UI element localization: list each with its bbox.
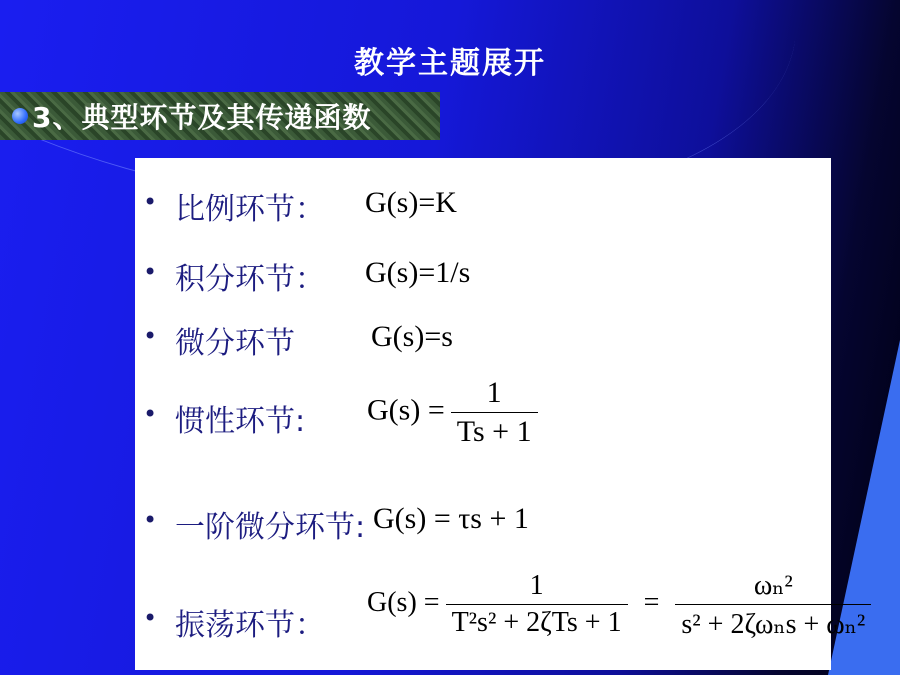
item-label: 振荡环节： xyxy=(175,608,325,643)
bullet: • xyxy=(143,188,158,216)
list-item-derivative xyxy=(135,310,831,370)
slide-title: 教学主题展开 xyxy=(354,46,546,81)
item-label: 惯性环节: xyxy=(175,404,306,439)
list-item-integral xyxy=(135,246,831,306)
bullet: • xyxy=(143,506,158,534)
item-label: 比例环节： xyxy=(175,192,325,227)
denominator-second: s² + 2ζωₙs + ωₙ² xyxy=(675,604,871,641)
item-formula: G(s) = τs + 1 xyxy=(373,502,529,535)
fraction xyxy=(451,376,538,449)
bullet: • xyxy=(143,322,158,350)
list-item-proportional xyxy=(135,176,831,236)
bullet: • xyxy=(143,258,158,286)
formula-lhs: G(s) = xyxy=(367,393,445,427)
bullet-dot-icon xyxy=(12,108,28,124)
fraction xyxy=(446,570,628,639)
list-item-oscillation xyxy=(135,566,866,666)
section-heading-bar xyxy=(0,92,440,140)
item-formula xyxy=(367,568,877,641)
item-formula: G(s)=1/s xyxy=(365,256,471,289)
bullet: • xyxy=(143,604,158,632)
denominator: T²s² + 2ζTs + 1 xyxy=(446,604,628,639)
item-formula: G(s)=s xyxy=(371,320,453,353)
item-label: 一阶微分环节: xyxy=(175,510,366,545)
item-label: 积分环节： xyxy=(175,262,325,297)
numerator-second: ωₙ² xyxy=(753,570,793,601)
bullet: • xyxy=(143,400,158,428)
list-item-inertia xyxy=(135,376,831,456)
numerator: 1 xyxy=(486,376,502,409)
list-item-first-order-derivative xyxy=(135,494,831,554)
item-label: 微分环节 xyxy=(175,326,295,361)
formula-lhs: G(s) = xyxy=(367,586,440,618)
item-formula xyxy=(367,376,544,449)
content-panel xyxy=(135,158,866,670)
numerator: 1 xyxy=(529,570,544,601)
item-formula: G(s)=K xyxy=(365,186,457,219)
denominator: Ts + 1 xyxy=(451,412,538,449)
equals-sign: = xyxy=(643,586,660,618)
section-heading: 3、典型环节及其传递函数 xyxy=(32,101,372,134)
fraction-second xyxy=(675,568,871,641)
